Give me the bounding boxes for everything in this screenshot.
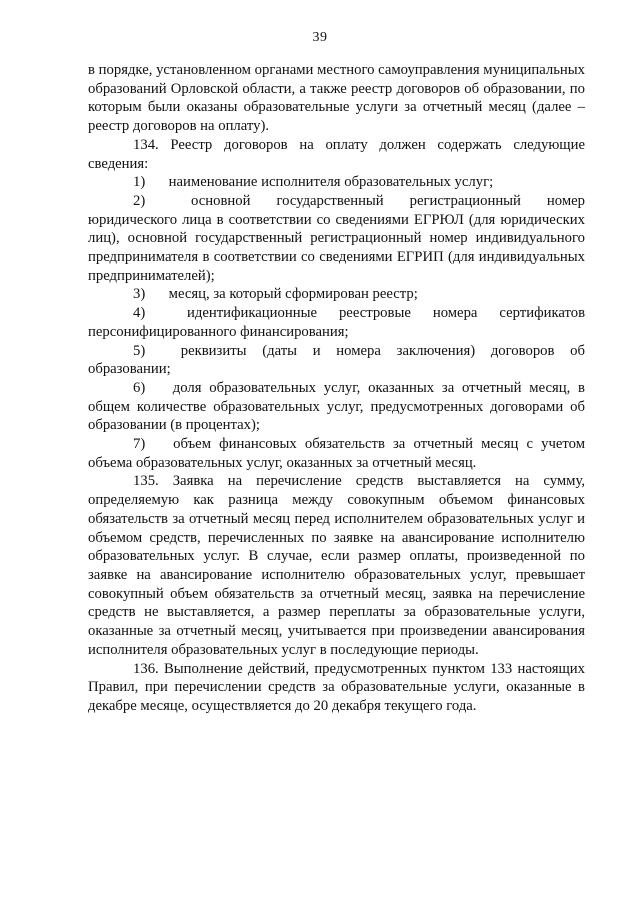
- list-item: [88, 192, 585, 286]
- list-item: [88, 342, 585, 379]
- list-item-text: основной государственный регистрационный номер юридического лица в соответствии со сведениями ЕГРЮЛ (для юридических лиц), основной государственный регистрационный номер индивидуального предпринимателя в соответствии со сведениями ЕГРИП (для индивидуальных предпринимателей);: [88, 192, 586, 284]
- list-item: [88, 379, 585, 435]
- list-item-number: 1): [133, 174, 146, 191]
- list-item-number: 7): [133, 436, 146, 453]
- list-item: [88, 435, 585, 472]
- list-item-text: реквизиты (даты и номера заключения) договоров об образовании;: [88, 342, 585, 378]
- paragraph-continuation: в порядке, установленном органами местного самоуправления муниципальных образований Орловской области, а также реестр договоров об образовании, по которым были оказаны образовательные услуги за отчетный месяц (далее – реестр договоров на оплату).: [88, 62, 585, 135]
- list-item-text: доля образовательных услуг, оказанных за отчетный месяц, в общем количестве образовательных услуг, предусмотренных договорами об образовании (в процентах);: [88, 379, 585, 434]
- list-item-text: месяц, за который сформирован реестр;: [168, 286, 418, 303]
- paragraph-135: 135. Заявка на перечисление средств выставляется на сумму, определяемую как разница между совокупным объемом финансовых обязательств за отчетный месяц перед исполнителем образовательных услуг и объемом средств, перечисленных по заявке на авансирование исполнителю образовательных услуг. В случае, если размер оплаты, произведенной по заявке на авансирование исполнителю образовательных услуг, превышает совокупный объем обязательств за отчетный месяц, заявка на перечисление средств не выставляется, а размер переплаты за образовательные услуги, оказанные за отчетный месяц, учитывается при произведении авансирования исполнителя образовательных услуг в последующие периоды.: [88, 473, 585, 658]
- list-item: [88, 285, 585, 304]
- page-number: 39: [312, 30, 328, 45]
- paragraph-136: 136. Выполнение действий, предусмотренных пунктом 133 настоящих Правил, при перечислении средств за образовательные услуги, оказанные в декабре месяце, осуществляется до 20 декабря текущего года.: [88, 660, 585, 714]
- list-item-number: 5): [133, 342, 146, 359]
- list-item-number: 4): [133, 305, 146, 322]
- paragraph-134: 134. Реестр договоров на оплату должен содержать следующие сведения:: [88, 136, 585, 172]
- list-item-text: наименование исполнителя образовательных услуг;: [168, 174, 494, 191]
- list-item-number: 2): [133, 192, 146, 209]
- list-item: [88, 304, 585, 341]
- list-item-number: 3): [133, 286, 146, 303]
- list-item-text: идентификационные реестровые номера сертификатов персонифицированного финансирования;: [88, 305, 586, 340]
- list-item: [88, 173, 585, 192]
- list-item-number: 6): [133, 379, 146, 396]
- document-body: [88, 61, 585, 716]
- list-item-text: объем финансовых обязательств за отчетный месяц с учетом объема образовательных услуг, оказанных за отчетный месяц.: [88, 436, 586, 471]
